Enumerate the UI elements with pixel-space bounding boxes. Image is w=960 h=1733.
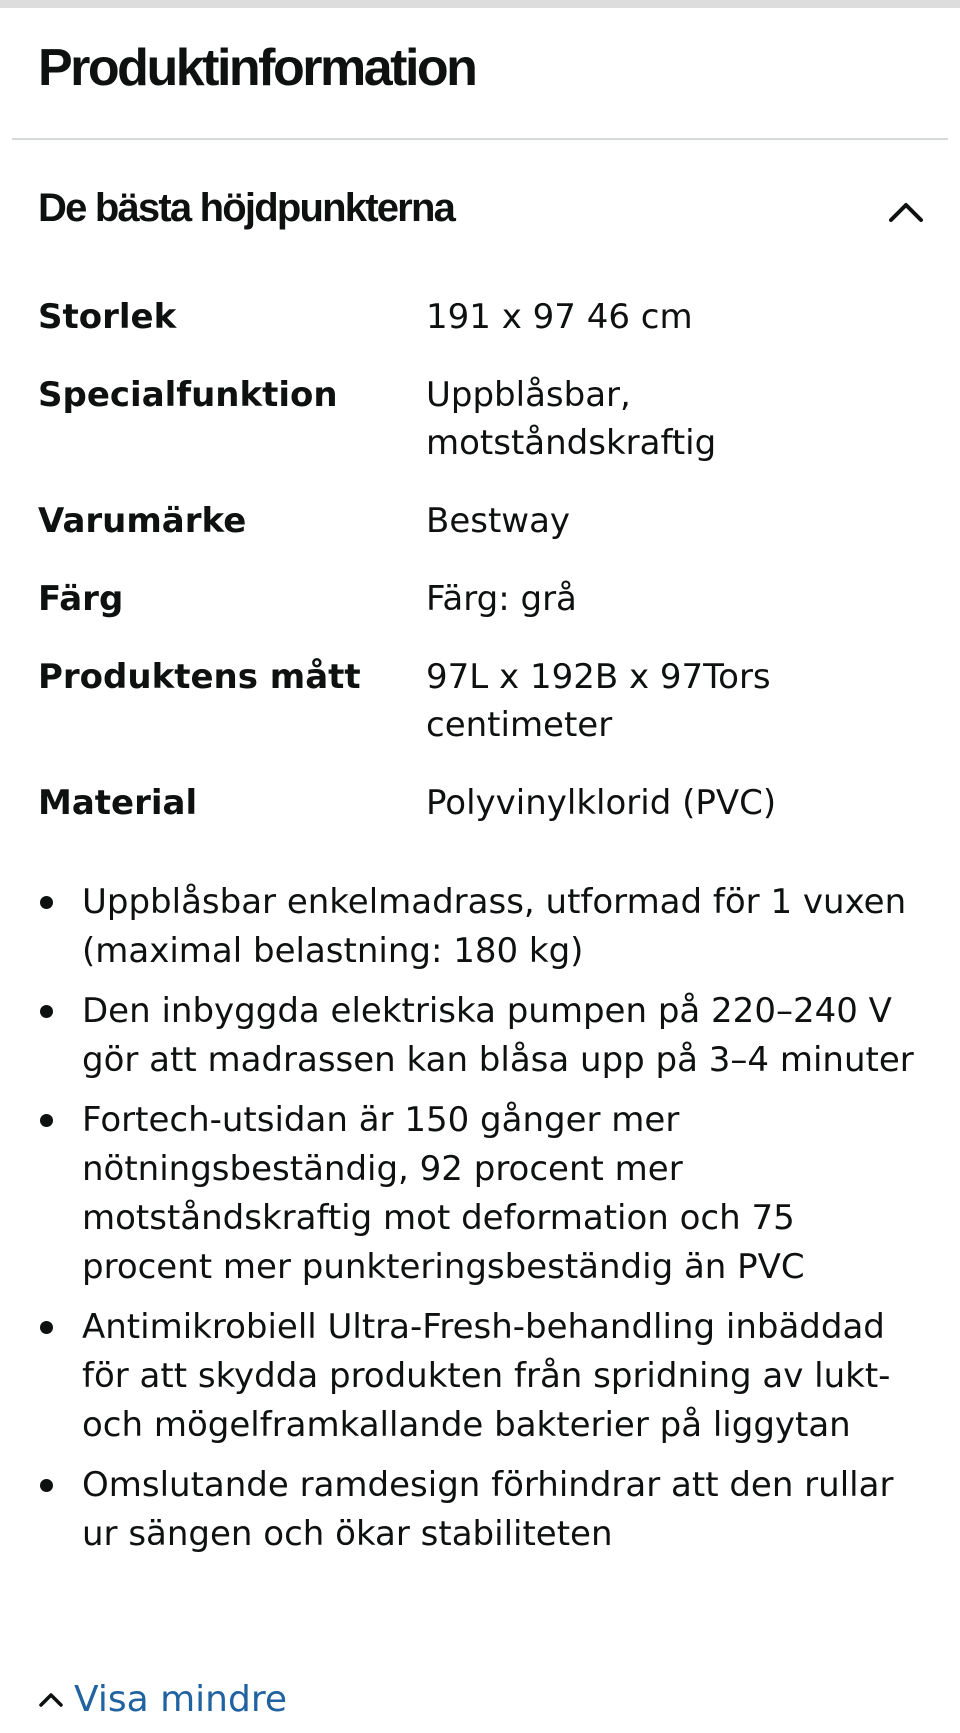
spec-row-material — [38, 779, 928, 827]
bullet-text: Den inbyggda elektriska pumpen på 220–240 V gör att madrassen kan blåsa upp på 3–4 minuter — [82, 991, 914, 1080]
spec-row-size — [38, 293, 928, 341]
spec-value: 191 x 97 46 cm — [426, 297, 693, 337]
chevron-up-icon[interactable] — [888, 200, 924, 224]
spec-row-special-feature — [38, 371, 928, 467]
section-title: Produktinformation — [38, 39, 476, 97]
spec-row-brand — [38, 497, 928, 545]
bullet-text: Omslutande ramdesign förhindrar att den rullar ur sängen och ökar stabiliteten — [82, 1465, 894, 1554]
spec-value: Uppblåsbar, motståndskraftig — [426, 375, 717, 463]
bullet-dot-icon — [40, 1114, 53, 1127]
spec-label: Storlek — [38, 297, 177, 337]
spec-label: Specialfunktion — [38, 375, 338, 415]
bullet-dot-icon — [40, 1005, 53, 1018]
bullet-text: Antimikrobiell Ultra-Fresh-behandling inbäddad för att skydda produkten från spridning av lukt- och mögelframkallande bakterier på liggytan — [82, 1307, 891, 1445]
spec-row-color — [38, 575, 928, 623]
spec-label: Produktens mått — [38, 657, 361, 697]
spec-value: 97L x 192B x 97Tors centimeter — [426, 657, 771, 745]
bullet-dot-icon — [40, 1321, 53, 1334]
list-item — [38, 1096, 928, 1292]
highlights-title: De bästa höjdpunkterna — [38, 186, 455, 230]
spec-label: Material — [38, 783, 198, 823]
spec-value: Bestway — [426, 501, 571, 541]
spec-row-dimensions — [38, 653, 928, 749]
list-item — [38, 1461, 928, 1559]
chevron-up-icon — [38, 1690, 64, 1708]
feature-bullet-list — [38, 878, 928, 1570]
list-item — [38, 1303, 928, 1450]
list-item — [38, 878, 928, 976]
spec-label: Varumärke — [38, 501, 247, 541]
bullet-text: Uppblåsbar enkelmadrass, utformad för 1 vuxen (maximal belastning: 180 kg) — [82, 882, 907, 971]
spec-label: Färg — [38, 579, 124, 619]
top-separator — [0, 0, 960, 8]
highlights-expander[interactable] — [38, 186, 928, 246]
bullet-dot-icon — [40, 1479, 53, 1492]
show-less-link[interactable] — [38, 1674, 287, 1724]
spec-value: Färg: grå — [426, 579, 577, 619]
product-information-panel — [0, 8, 960, 1733]
list-item — [38, 987, 928, 1085]
bullet-dot-icon — [40, 896, 53, 909]
section-divider — [12, 138, 948, 140]
spec-value: Polyvinylklorid (PVC) — [426, 783, 777, 823]
bullet-text: Fortech-utsidan är 150 gånger mer nötningsbeständig, 92 procent mer motståndskraftig mot deformation och 75 procent mer punkteringsbeständig än PVC — [82, 1100, 805, 1287]
spec-table — [38, 293, 928, 857]
show-less-label[interactable]: Visa mindre — [74, 1678, 287, 1720]
